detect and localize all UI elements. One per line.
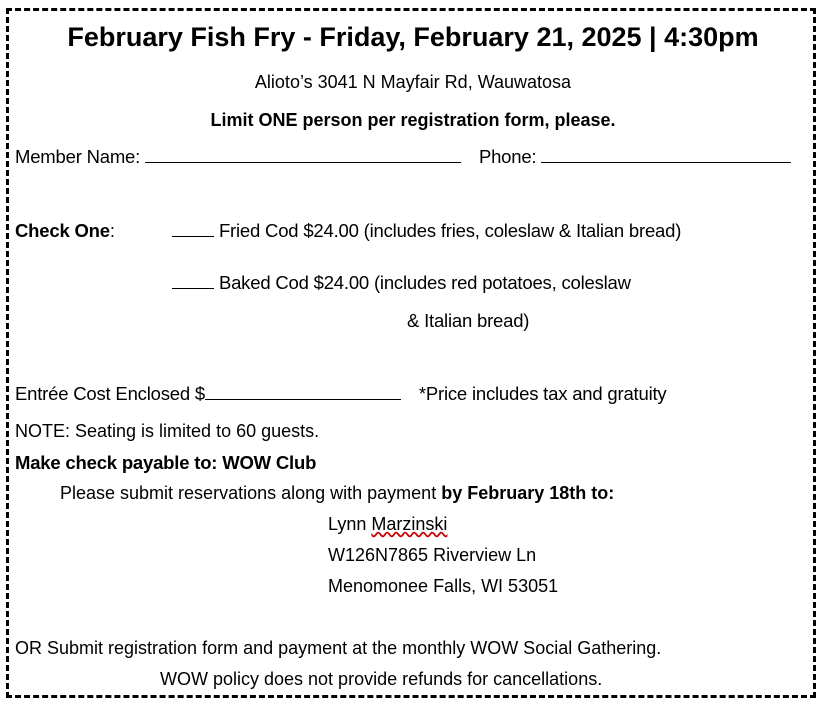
event-title: February Fish Fry - Friday, February 21, 2025 | 4:30pm bbox=[67, 22, 759, 52]
entree-cost-field[interactable] bbox=[205, 385, 401, 400]
contact-city: Menomonee Falls, WI 53051 bbox=[328, 576, 559, 596]
check-one-label-row bbox=[15, 220, 115, 242]
baked-cod-label: Baked Cod $24.00 (includes red potatoes, coleslaw bbox=[218, 272, 631, 293]
submit-text: Please submit reservations along with payment bbox=[60, 483, 442, 503]
baked-cod-checkbox[interactable] bbox=[172, 274, 214, 289]
member-name-field[interactable] bbox=[145, 148, 461, 163]
price-note: *Price includes tax and gratuity bbox=[418, 383, 667, 404]
submit-deadline: by February 18th to: bbox=[441, 483, 615, 503]
seating-note: NOTE: Seating is limited to 60 guests. bbox=[15, 421, 320, 441]
check-payable: Make check payable to: WOW Club bbox=[15, 452, 317, 473]
check-one-label: Check One bbox=[15, 220, 110, 241]
alt-submit-note: OR Submit registration form and payment at the monthly WOW Social Gathering. bbox=[15, 638, 662, 658]
fried-cod-option bbox=[172, 220, 681, 242]
baked-cod-label-cont: & Italian bread) bbox=[407, 310, 530, 331]
contact-last-name: Marzinski bbox=[371, 514, 448, 534]
refund-policy: WOW policy does not provide refunds for cancellations. bbox=[160, 669, 603, 689]
venue-address: Alioto’s 3041 N Mayfair Rd, Wauwatosa bbox=[254, 72, 572, 92]
contact-street: W126N7865 Riverview Ln bbox=[328, 545, 537, 565]
fried-cod-checkbox[interactable] bbox=[172, 222, 214, 237]
fried-cod-label: Fried Cod $24.00 (includes fries, coleslaw & Italian bread) bbox=[218, 220, 682, 241]
contact-first-name: Lynn bbox=[328, 514, 372, 534]
check-one-colon: : bbox=[109, 220, 115, 241]
baked-cod-option bbox=[172, 272, 631, 294]
member-name-row bbox=[15, 146, 791, 168]
entree-cost-row bbox=[15, 383, 666, 405]
entree-cost-label: Entrée Cost Enclosed $ bbox=[15, 383, 205, 404]
contact-name bbox=[328, 514, 447, 535]
phone-label: Phone: bbox=[478, 146, 537, 167]
submit-row bbox=[60, 483, 614, 504]
member-name-label: Member Name: bbox=[15, 146, 141, 167]
limit-note: Limit ONE person per registration form, please. bbox=[210, 110, 616, 130]
phone-field[interactable] bbox=[541, 148, 791, 163]
